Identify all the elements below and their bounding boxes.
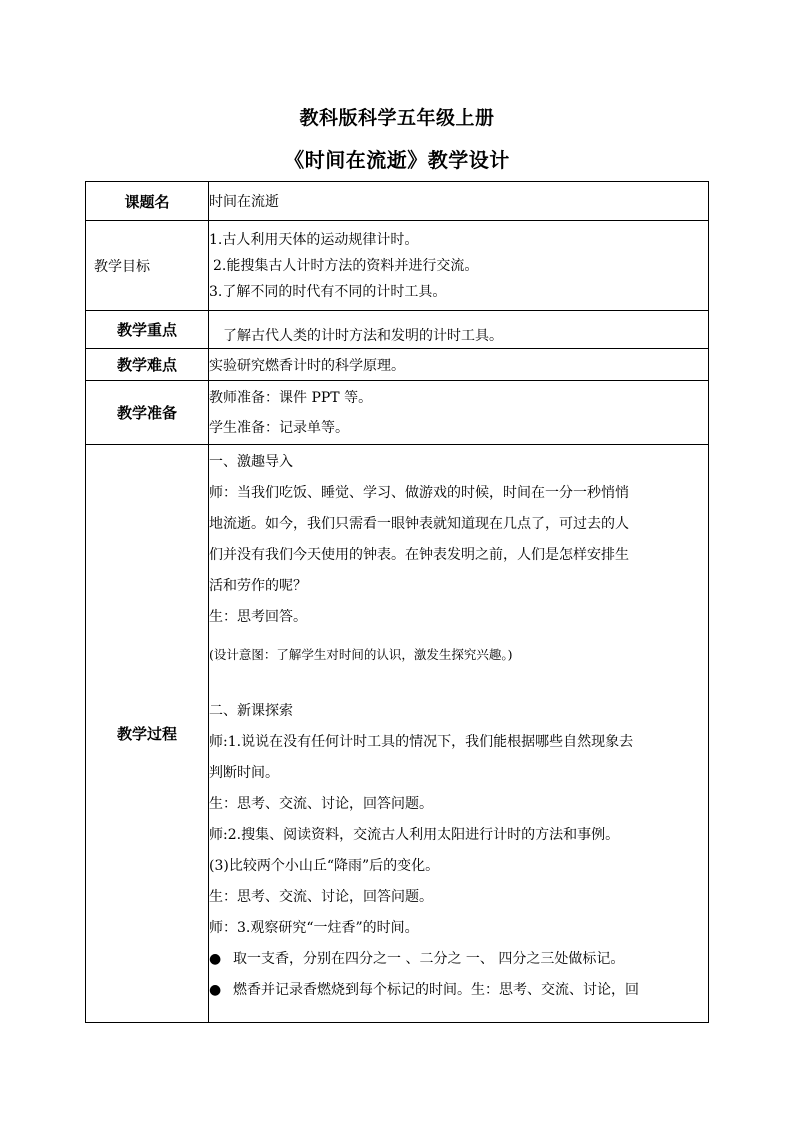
teacher-preparation: 教师准备：课件 PPT 等。 <box>209 389 373 406</box>
bullet-text: 燃香并记录香燃烧到每个标记的时间。生：思考、交流、讨论，回 <box>233 982 639 998</box>
bullet-item <box>209 975 708 1006</box>
preparation-row <box>86 381 709 445</box>
design-intent: (设计意图：了解学生对时间的认识，激发生探究兴趣。) <box>209 647 513 662</box>
process-label: 教学过程 <box>86 445 209 1023</box>
question-line: 师:1.说说在没有任何计时工具的情况下，我们能根据哪些自然现象去 <box>209 734 634 750</box>
key-points-value: 了解古代人类的计时方法和发明的计时工具。 <box>209 311 709 349</box>
sub-question: (3)比较两个小山丘“降雨”后的变化。 <box>209 858 440 874</box>
process-row <box>86 445 709 1023</box>
preparation-label: 教学准备 <box>86 381 209 445</box>
question-line: 师：3.观察研究“一炷香”的时间。 <box>209 920 419 936</box>
lesson-plan-table <box>85 181 709 1023</box>
process-content <box>209 445 709 1023</box>
objective-item: 2.能搜集古人计时方法的资料并进行交流。 <box>213 257 479 274</box>
bullet-icon: ● <box>209 982 222 998</box>
student-response: 生：思考回答。 <box>209 609 307 625</box>
teacher-line: 活和劳作的呢？ <box>209 578 307 594</box>
student-response: 生：思考、交流、讨论，回答问题。 <box>209 796 433 812</box>
objective-item: 1.古人利用天体的运动规律计时。 <box>209 231 419 248</box>
section1-heading: 一、激趣导入 <box>209 454 293 470</box>
student-preparation: 学生准备：记录单等。 <box>209 419 349 436</box>
objectives-row <box>86 221 709 311</box>
section2-heading: 二、新课探索 <box>209 703 293 719</box>
key-points-label: 教学重点 <box>86 311 209 349</box>
bullet-item <box>209 944 708 975</box>
key-points-row <box>86 311 709 349</box>
document-title: 教科版科学五年级上册 <box>299 107 495 129</box>
difficulties-value: 实验研究燃香计时的科学原理。 <box>209 349 709 381</box>
teacher-line: 地流逝。如今，我们只需看一眼钟表就知道现在几点了，可过去的人 <box>209 516 629 532</box>
topic-row <box>86 182 709 221</box>
preparation-values <box>209 381 709 445</box>
question-line: 师:2.搜集、阅读资料，交流古人利用太阳进行计时的方法和事例。 <box>209 827 620 843</box>
bullet-icon: ● <box>209 951 222 967</box>
topic-value: 时间在流逝 <box>209 182 709 221</box>
topic-label: 课题名 <box>86 182 209 221</box>
lesson-title: 《时间在流逝》教学设计 <box>284 148 510 172</box>
bullet-text: 取一支香，分别在四分之一 、二分之 一、 四分之三处做标记。 <box>233 951 625 967</box>
teacher-line: 们并没有我们今天使用的钟表。在钟表发明之前，人们是怎样安排生 <box>209 547 629 563</box>
objectives-list <box>209 221 709 311</box>
difficulties-row <box>86 349 709 381</box>
student-response: 生：思考、交流、讨论，回答问题。 <box>209 889 433 905</box>
teacher-line: 师：当我们吃饭、睡觉、学习、做游戏的时候，时间在一分一秒悄悄 <box>209 485 629 501</box>
question-line: 判断时间。 <box>209 765 279 781</box>
difficulties-label: 教学难点 <box>86 349 209 381</box>
objectives-label: 教学目标 <box>86 221 209 311</box>
objective-item: 3.了解不同的时代有不同的计时工具。 <box>209 283 447 300</box>
